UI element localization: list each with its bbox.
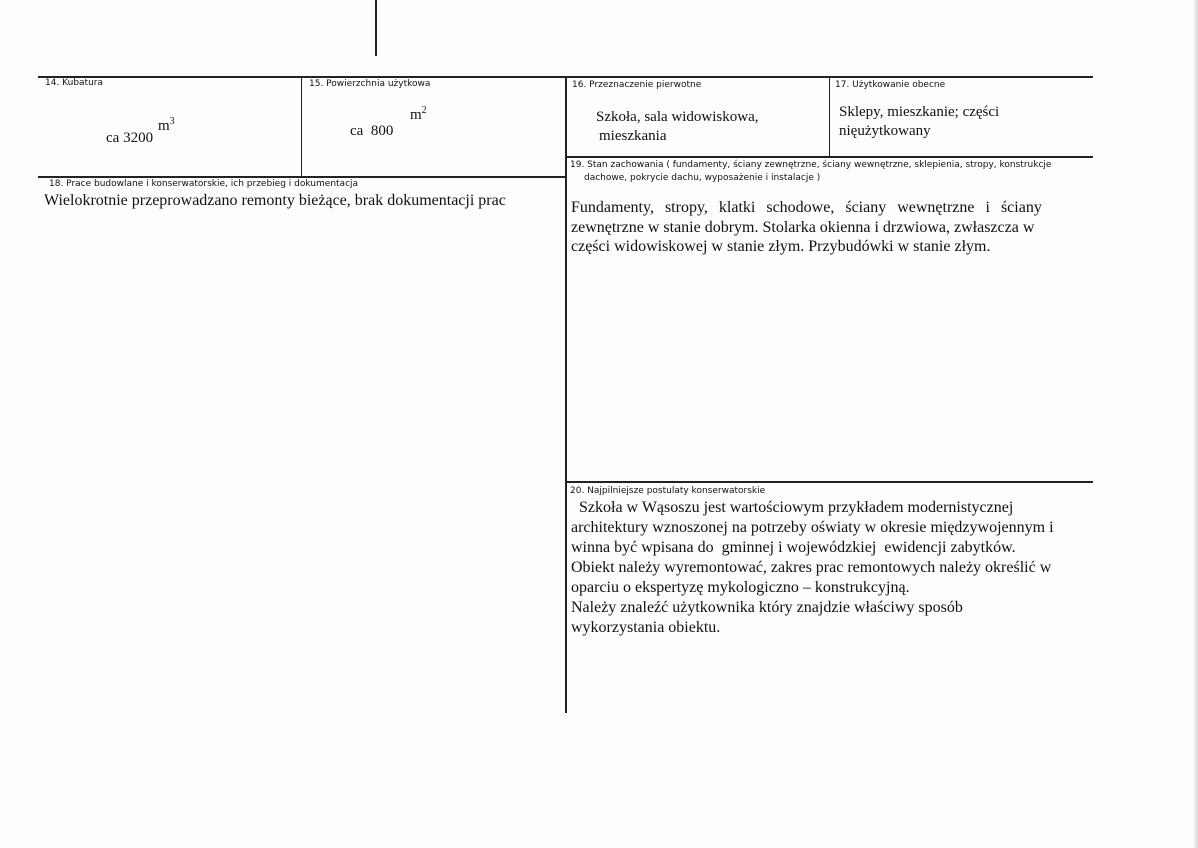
field16-label: 16. Przeznaczenie pierwotne (572, 80, 702, 90)
field17-label: 17. Użytkowanie obecne (835, 80, 946, 90)
field14-label: 14. Kubatura (45, 78, 104, 88)
field20-line: winna być wpisana do gminnej i wojewódzkiej ewidencji zabytków. (571, 539, 1016, 556)
field20-label: 20. Najpilniejsze postulaty konserwatorskie (570, 486, 766, 496)
field14-unit-exp: 3 (169, 116, 175, 127)
field16-value-line2: mieszkania (599, 128, 667, 144)
field15-unit (410, 101, 427, 125)
field20-line: Szkoła w Wąsoszu jest wartościowym przykładem modernistycznej (571, 499, 1014, 516)
field15-unit-base: m (410, 107, 422, 123)
field17-value-line2: nięużytkowany (839, 123, 931, 139)
divider-14-15 (301, 76, 302, 176)
rule-under-16-17 (566, 156, 1093, 158)
field19-value-line1: Fundamenty, stropy, klatki schodowe, ściany wewnętrzne i ściany (571, 199, 1042, 216)
field20-line: Obiekt należy wyremontować, zakres prac remontowych należy określić w (571, 559, 1052, 576)
divider-left-right (565, 76, 567, 713)
field19-value-line3: części widowiskowej w stanie złym. Przybudówki w stanie złym. (571, 238, 991, 255)
field20-line: wykorzystania obiektu. (571, 619, 721, 636)
field14-unit-base: m (158, 118, 170, 134)
field19-value-line2: zewnętrzne w stanie dobrym. Stolarka okienna i drzwiowa, zwłaszcza w (571, 219, 1035, 236)
field15-value: ca 800 (350, 123, 394, 139)
field14-value: ca 3200 (106, 130, 154, 146)
field20-line: oparciu o ekspertyzę mykologiczno – konstrukcyjną. (571, 579, 910, 596)
field19-label-line2: dachowe, pokrycie dachu, wyposażenie i instalacje ) (584, 173, 821, 183)
top-divider-line (375, 0, 377, 56)
field16-value-line1: Szkoła, sala widowiskowa, (596, 109, 759, 125)
field15-label: 15. Powierzchnia użytkowa (309, 79, 431, 89)
field20-line: Należy znaleźć użytkownika który znajdzie właściwy sposób (571, 599, 963, 616)
field18-value: Wielokrotnie przeprowadzano remonty bieżące, brak dokumentacji prac (44, 192, 506, 209)
field19-label-line1: 19. Stan zachowania ( fundamenty, ściany zewnętrzne, ściany wewnętrzne, sklepienia, stropy, konstrukcje (570, 160, 1052, 170)
field15-unit-exp: 2 (421, 105, 427, 116)
field20-line: architektury wznoszonej na potrzeby oświaty w okresie międzywojennym i (571, 519, 1054, 536)
field18-label: 18. Prace budowlane i konserwatorskie, ich przebieg i dokumentacja (49, 179, 359, 189)
divider-16-17 (829, 76, 830, 156)
rule-under-14-15 (38, 176, 566, 178)
scan-edge-shadow (1194, 0, 1198, 848)
field20-text-block (571, 498, 1091, 638)
field17-value-line1: Sklepy, mieszkanie; części (839, 104, 1000, 120)
rule-above-20 (566, 481, 1093, 483)
field14-unit (158, 112, 175, 136)
